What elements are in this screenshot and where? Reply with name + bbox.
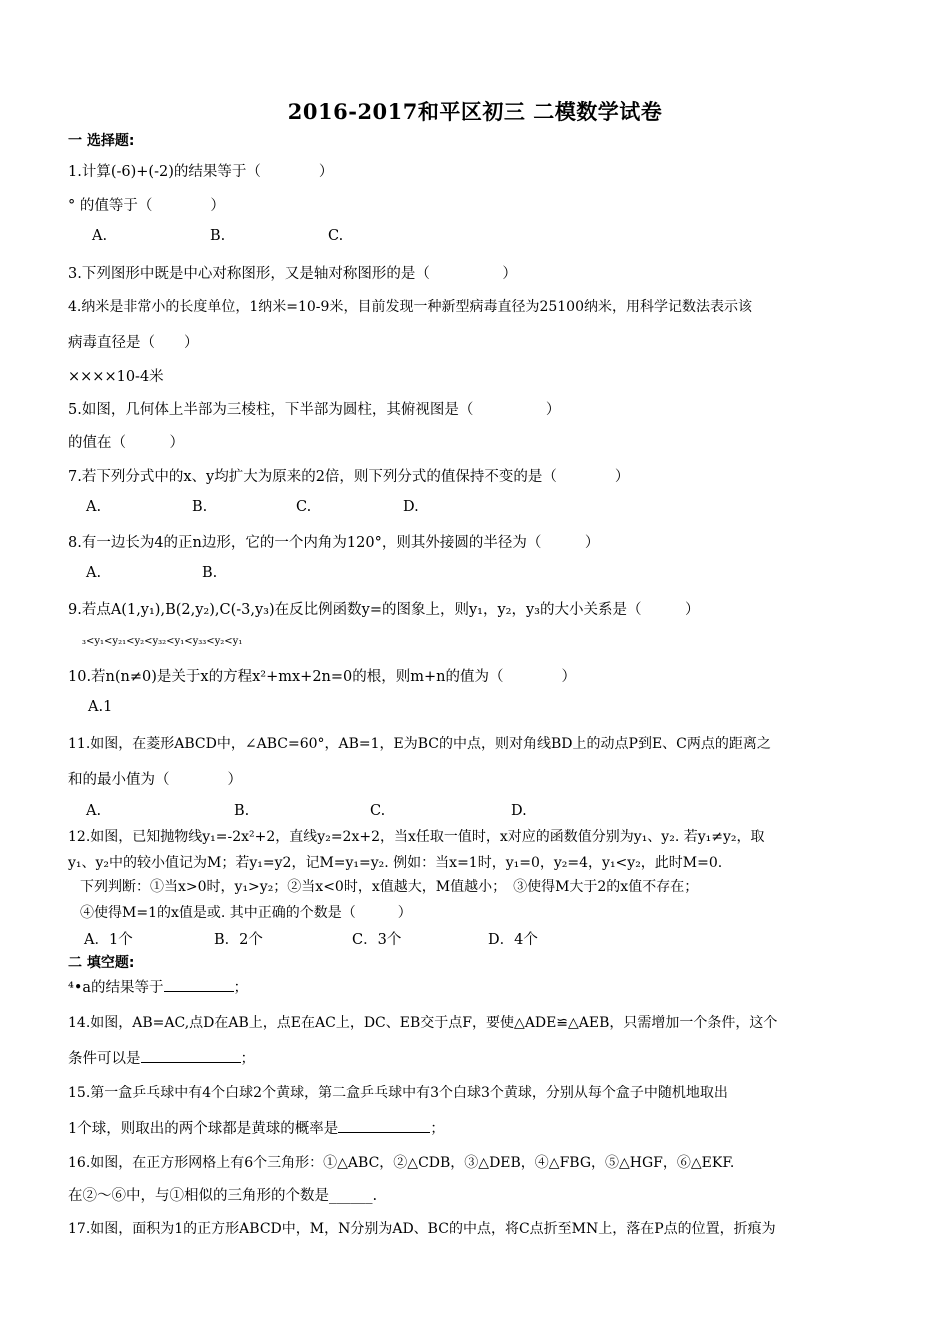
question-13 <box>68 976 248 997</box>
page-title: 2016-2017和平区初三 二模数学试卷 <box>287 99 663 124</box>
question-7: 7.若下列分式中的x、y均扩大为原来的2倍，则下列分式的值保持不变的是（ ） <box>68 469 630 485</box>
question-3: 3.下列图形中既是中心对称图形，又是轴对称图形的是（ ） <box>68 266 517 282</box>
question-4-options: ××××10-4米 <box>68 369 164 385</box>
question-15-line-1: 15.第一盒乒乓球中有4个白球2个黄球，第二盒乒乓球中有3个白球3个黄球，分别从每个盒子中随机地取出 <box>68 1085 728 1101</box>
question-14-end: ； <box>240 1051 255 1067</box>
option-a: A. <box>86 803 102 819</box>
question-11-line-1: 11.如图，在菱形ABCD中，∠ABC=60°，AB=1，E为BC的中点，则对角线BD上的动点P到E、C两点的距离之 <box>68 736 771 752</box>
option-c: C. <box>328 228 344 244</box>
option-a: A. <box>92 228 108 244</box>
option-d: D．4个 <box>488 932 538 948</box>
question-2: ° 的值等于（ ） <box>68 198 225 214</box>
question-9: 9.若点A(1,y₁),B(2,y₂),C(-3,y₃)在反比例函数y=的图象上，则y₁，y₂，y₃的大小关系是（ ） <box>68 602 700 618</box>
question-10: 10.若n(n≠0)是关于x的方程x²+mx+2n=0的根，则m+n的值为（ ） <box>68 669 576 685</box>
option-a: A. <box>86 499 102 515</box>
option-c: C. <box>296 499 312 515</box>
question-14-line-2 <box>68 1047 255 1068</box>
option-b: B. <box>202 565 218 581</box>
question-17: 17.如图，面积为1的正方形ABCD中，M，N分别为AD、BC的中点，将C点折至MN上，落在P点的位置，折痕为 <box>68 1221 776 1237</box>
section-choice-heading: 一 选择题: <box>68 133 135 149</box>
answer-blank <box>141 1048 241 1064</box>
option-a: A．1个 <box>84 932 133 948</box>
option-b: B. <box>192 499 208 515</box>
question-8: 8.有一边长为4的正n边形，它的一个内角为120°，则其外接圆的半径为（ ） <box>68 535 600 551</box>
option-d: D. <box>511 803 527 819</box>
option-b: B. <box>234 803 250 819</box>
question-1: 1.计算(-6)+(-2)的结果等于（ ） <box>68 164 334 180</box>
question-13-text: ⁴•a的结果等于 <box>68 980 164 996</box>
question-4-line-1: 4.纳米是非常小的长度单位，1纳米=10-9米，目前发现一种新型病毒直径为25100纳米，用科学记数法表示该 <box>68 299 752 315</box>
question-14-text: 条件可以是 <box>68 1051 141 1067</box>
question-9-options: ₃<y₁<y₂₁<y₂<y₃₂<y₁<y₃₃<y₂<y₁ <box>82 636 243 647</box>
question-14-line-1: 14.如图，AB=AC,点D在AB上，点E在AC上，DC、EB交于点F，要使△ADE≌△AEB，只需增加一个条件，这个 <box>68 1015 778 1031</box>
section-fill-heading: 二 填空题: <box>68 955 135 971</box>
question-15-line-2 <box>68 1117 445 1138</box>
question-10-options: A.1 <box>88 699 113 715</box>
option-c: C．3个 <box>352 932 402 948</box>
option-a: A. <box>86 565 102 581</box>
question-12-line-3: 下列判断：①当x>0时，y₁>y₂；②当x<0时，x值越大，M值越小； ③使得M大于2的x值不存在； <box>80 879 699 895</box>
question-16-line-2: 在②～⑥中，与①相似的三角形的个数是______. <box>68 1188 378 1204</box>
question-6: 的值在（ ） <box>68 435 184 451</box>
question-13-end: ； <box>233 980 249 996</box>
question-12-line-2: y₁、y₂中的较小值记为M；若y₁=y2，记M=y₁=y₂. 例如：当x=1时，y₁=0，y₂=4，y₁<y₂，此时M=0. <box>68 855 723 871</box>
option-b: B. <box>210 228 226 244</box>
question-15-text: 1个球，则取出的两个球都是黄球的概率是 <box>68 1121 339 1137</box>
question-5: 5.如图，几何体上半部为三棱柱，下半部为圆柱，其俯视图是（ ） <box>68 402 561 418</box>
option-d: D. <box>403 499 419 515</box>
question-4-line-2: 病毒直径是（ ） <box>68 335 199 351</box>
question-12-line-4: ④使得M=1的x值是或. 其中正确的个数是（ ） <box>80 905 412 921</box>
option-c: C. <box>370 803 386 819</box>
question-11-line-2: 和的最小值为（ ） <box>68 772 242 788</box>
answer-blank <box>164 977 234 993</box>
answer-blank <box>338 1118 430 1134</box>
question-16-line-1: 16.如图，在正方形网格上有6个三角形：①△ABC，②△CDB，③△DEB，④△FBG，⑤△HGF，⑥△EKF. <box>68 1155 735 1171</box>
option-b: B．2个 <box>214 932 263 948</box>
question-15-end: ； <box>430 1121 445 1137</box>
question-12-line-1: 12.如图，已知抛物线y₁=-2x²+2，直线y₂=2x+2，当x任取一值时，x对应的函数值分别为y₁、y₂. 若y₁≠y₂，取 <box>68 829 765 845</box>
